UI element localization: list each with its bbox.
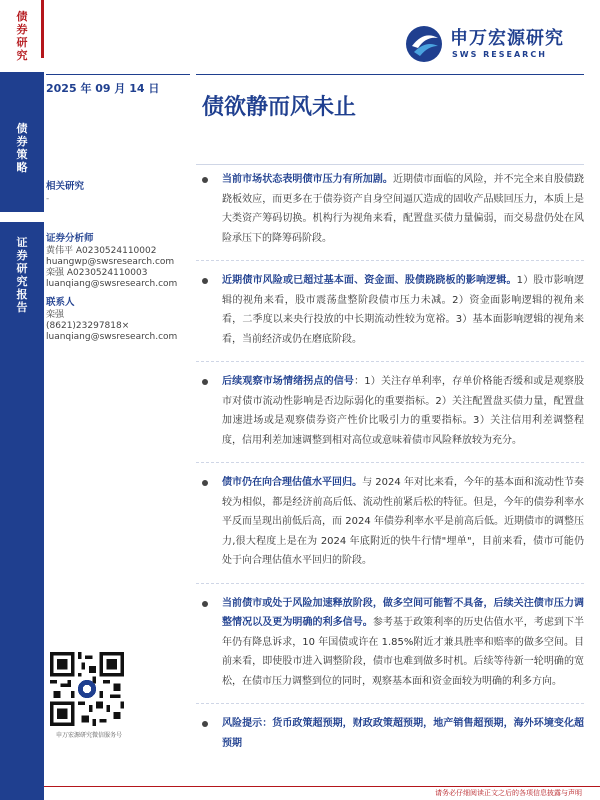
- bullet-item: [196, 473, 584, 571]
- analyst-email[interactable]: luanqiang@swsresearch.com: [46, 279, 178, 289]
- bullet-separator: [196, 462, 584, 463]
- bullet-dot-icon: [202, 480, 208, 486]
- analyst-block: [46, 230, 186, 290]
- bullet-separator: [196, 361, 584, 362]
- footer-rule: [44, 786, 600, 787]
- bullet-separator: [196, 260, 584, 261]
- analyst-line: 栾强 A0230524110003: [46, 268, 148, 278]
- bullet-lead: 风险提示：货币政策超预期，财政政策超预期，地产销售超预期，海外环境变化超预期: [222, 718, 584, 749]
- bullet-lead: 当前债市或处于风险加速释放阶段，做多空间可能暂不具备，后续关注债市压力调整情况以及更为明确的利多信号。: [222, 597, 584, 628]
- title-rule: [196, 74, 584, 75]
- bullet-text: [222, 372, 584, 450]
- report-title: 债欲静而风未止: [202, 95, 357, 120]
- bullet-item: [196, 594, 584, 692]
- company-logo: [404, 22, 584, 68]
- bullet-text: [222, 594, 584, 692]
- bullet-body: 参考基于政策利率的历史估值水平，考虑到下半年仍有降息诉求，10 年国债或许在 1.85%附近才兼具胜率和赔率的做多空间。目前来看，即使股市进入调整阶段，债市也难到做多时机。后续等待新一轮明确的宽松，在债市压力调整到位的同时，观察基本面和资金面较为明确的利多方向。: [222, 617, 585, 687]
- date-rule: [46, 74, 190, 75]
- bullet-separator: [196, 703, 584, 704]
- bullet-item: [196, 372, 584, 450]
- bullet-dot-icon: [202, 721, 208, 727]
- bullet-text: [222, 271, 584, 349]
- bullet-lead: 后续观察市场情绪拐点的信号: [222, 376, 355, 387]
- bullet-body: 1）股市影响逻辑的视角来看，股市震荡盘整阶段债市压力未减。2）资金面影响逻辑的视角来看，二季度以来央行投放的中长期流动性较为宽裕。3）基本面影响逻辑的视角来看，当前经济或仍在磨底阶段。: [222, 275, 584, 345]
- logo-mark-icon: [404, 24, 444, 64]
- sidebar: [0, 0, 44, 800]
- bullet-text: [222, 473, 584, 571]
- sidebar-tag2-text: 债券策略: [16, 122, 28, 174]
- bullet-dot-icon: [202, 601, 208, 607]
- left-info-column: [46, 178, 186, 347]
- wechat-qr-code-icon[interactable]: [50, 652, 124, 726]
- analyst-line: 黄伟平 A0230524110002: [46, 246, 157, 256]
- bullet-dot-icon: [202, 177, 208, 183]
- bullet-item-risk: [196, 714, 584, 753]
- report-date: 2025 年 09 月 14 日: [46, 82, 160, 95]
- contact-heading: 联系人: [46, 297, 75, 308]
- bullet-text: [222, 714, 584, 753]
- bullet-body: 近期债市面临的风险，并不完全来自股债跷跷板效应，而更多在于债券资产自身空间逼仄造成的固收产品赎回压力，本质上是大类资产筹码切换。机构行为视角来看，配置盘买债力量偏弱，而交易盘仍处在风险承压下的降筹码阶段。: [222, 174, 585, 244]
- sidebar-tag1-text: 债券研究: [16, 10, 28, 62]
- sidebar-tag-bond-research: [0, 0, 44, 62]
- bullet-body: ：1）关注存单利率，存单价格能否缓和或是观察股市对债市流动性影响是否边际弱化的重要指标。2）关注配置盘买债力量，配置盘加速进场或是观察债券资产性价比吸引力的重要指标。3）关注信用利差调整程度，信用利差加速调整到相对高位或意味着债市风险释放较为充分。: [222, 376, 584, 446]
- analyst-heading: 证券分析师: [46, 233, 94, 244]
- bullet-lead: 近期债市风险或已超过基本面、资金面、股债跷跷板的影响逻辑。: [222, 275, 517, 286]
- sidebar-red-rule: [41, 0, 44, 58]
- sidebar-tag-securities-report: [0, 222, 44, 800]
- bullet-separator: [196, 583, 584, 584]
- analyst-email[interactable]: huangwp@swsresearch.com: [46, 257, 175, 267]
- contact-email[interactable]: luanqiang@swsresearch.com: [46, 332, 178, 342]
- qr-caption: 申万宏源研究微信服务号: [55, 732, 122, 739]
- logo-text-en: SWS RESEARCH: [452, 50, 547, 59]
- logo-text-cn: 申万宏源研究: [450, 28, 564, 49]
- related-research-empty: -: [46, 194, 50, 204]
- contact-block: [46, 294, 186, 343]
- bullet-dot-icon: [202, 379, 208, 385]
- bullet-item: [196, 170, 584, 248]
- bullet-lead: 当前市场状态表明债市压力有所加剧。: [222, 174, 393, 185]
- contact-phone: (8621)23297818×: [46, 321, 130, 331]
- bullet-text: [222, 170, 584, 248]
- footer-disclaimer: 请务必仔细阅读正文之后的各项信息披露与声明: [435, 789, 582, 797]
- bullet-lead: 债市仍在向合理估值水平回归。: [222, 477, 363, 488]
- related-research-heading: 相关研究: [46, 181, 85, 192]
- bullet-dot-icon: [202, 278, 208, 284]
- contact-name: 栾强: [46, 310, 65, 320]
- summary-bullets: [196, 164, 584, 765]
- bullet-item: [196, 271, 584, 349]
- sidebar-tag3-text: 证券研究报告: [16, 236, 28, 314]
- bullet-body: 与 2024 年对比来看，今年的基本面和流动性节奏较为相似，都是经济前高后低、流动性前紧后松的特征。但是，今年的债券利率水平反而呈现出前低后高，而 2024 年债券利率水平是前高后低。近期债市的调整压力,很大程度上是在为 2024 年底附近的快牛行情"埋单"，目前来看，债市可能仍处于向合理估值水平回归的阶段。: [222, 477, 584, 566]
- sidebar-tag-bond-strategy: [0, 72, 44, 212]
